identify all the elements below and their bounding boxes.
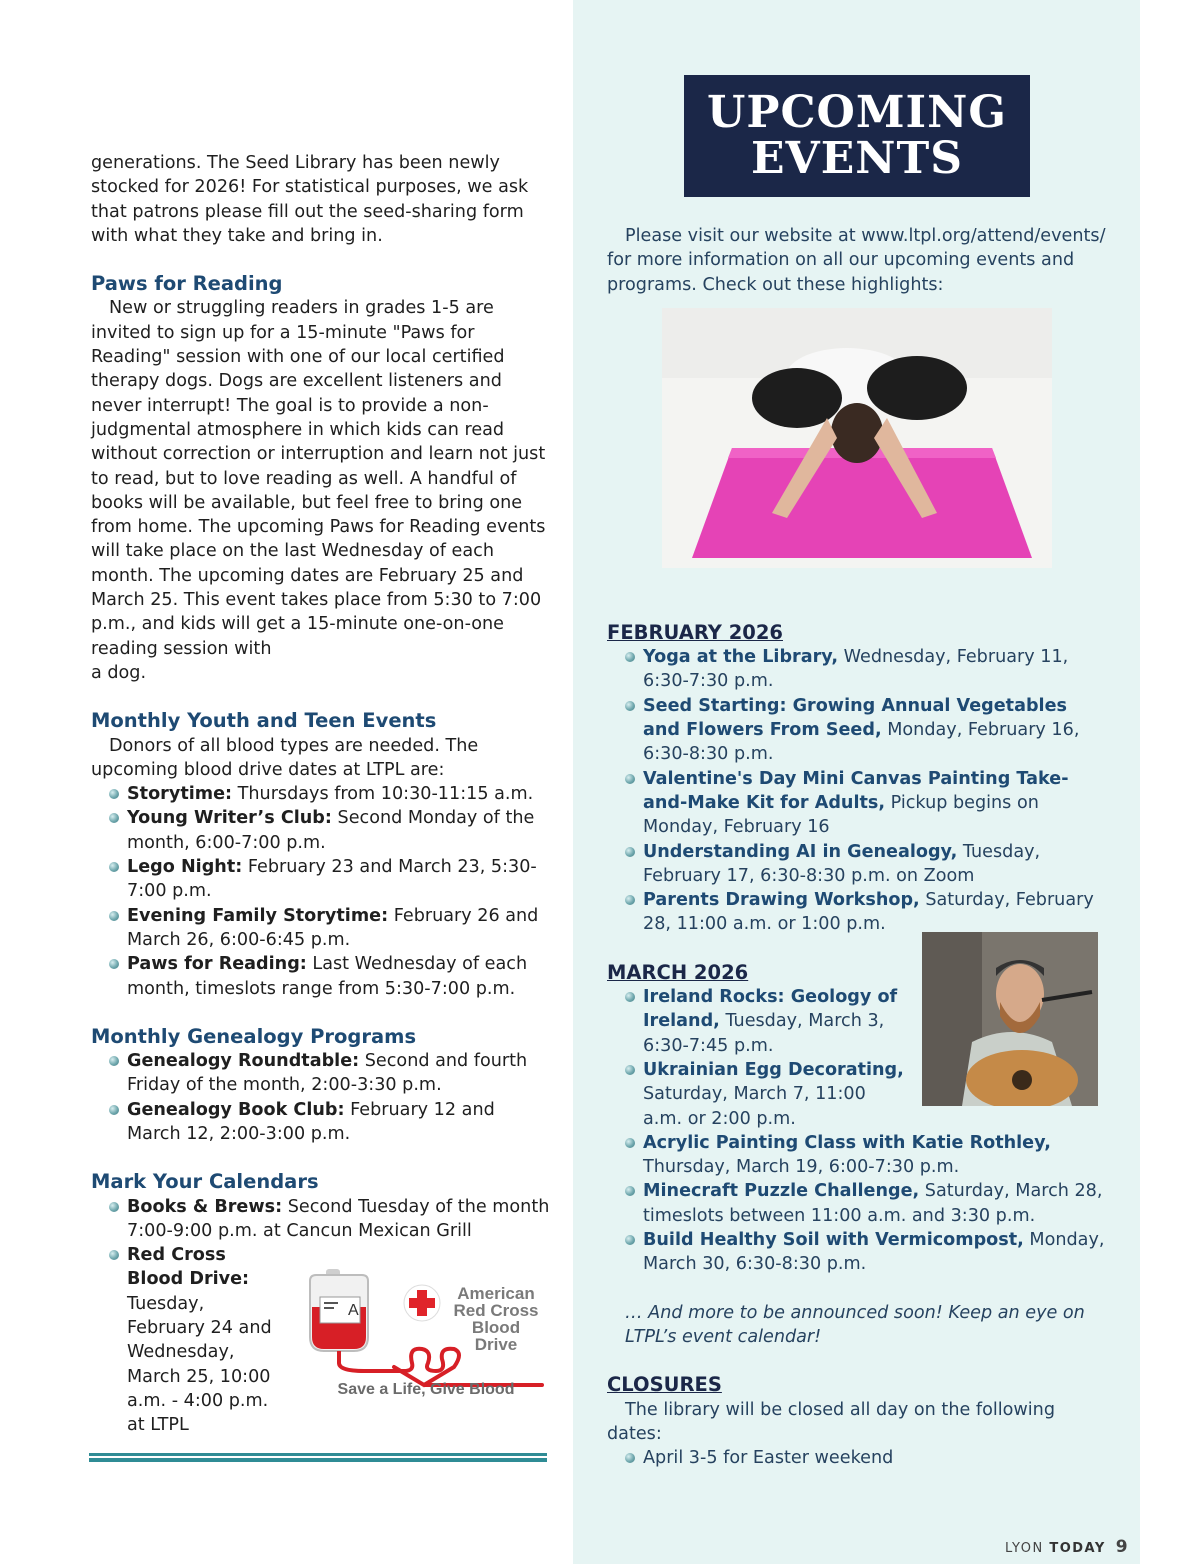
more-events-note: … And more to be announced soon! Keep an eye on LTPL’s event calendar!: [625, 1302, 1085, 1347]
event-item: Yoga at the Library, Wednesday, February 11, 6:30-7:30 p.m.: [643, 645, 1107, 694]
bullet-icon: [109, 911, 119, 921]
event-item: Parents Drawing Workshop, Saturday, February 28, 11:00 a.m. or 1:00 p.m.: [643, 888, 1107, 937]
photo-spacer: [607, 297, 1107, 621]
event-item: Understanding AI in Genealogy, Tuesday, February 17, 6:30-8:30 p.m. on Zoom: [643, 840, 1107, 889]
list-item: Storytime: Thursdays from 10:30-11:15 a.m.: [127, 782, 551, 806]
bullet-icon: [625, 1186, 635, 1196]
bullet-icon: [109, 1056, 119, 1066]
bullet-icon: [109, 789, 119, 799]
right-column: [607, 224, 1107, 1470]
event-item: Ireland Rocks: Geology of Ireland, Tuesday, March 3, 6:30-7:45 p.m.: [643, 985, 898, 1058]
svg-text:Blood: Blood: [471, 1318, 521, 1337]
list-item: April 3-5 for Easter weekend: [643, 1446, 1107, 1470]
event-item: Minecraft Puzzle Challenge, Saturday, March 28, timeslots between 11:00 a.m. and 3:30 p.m.: [643, 1179, 1107, 1228]
bullet-icon: [109, 862, 119, 872]
event-item: Ukrainian Egg Decorating, Saturday, March 7, 11:00 a.m. or 2:00 p.m.: [643, 1058, 908, 1131]
bullet-icon: [109, 813, 119, 823]
calendars-heading: Mark Your Calendars: [91, 1170, 319, 1194]
event-item: Seed Starting: Growing Annual Vegetables and Flowers From Seed, Monday, February 16, 6:30-8:30 p.m.: [643, 694, 1107, 767]
genealogy-list: [91, 1049, 551, 1146]
february-list: [607, 645, 1107, 937]
bullet-icon: [625, 992, 635, 1002]
bullet-icon: [625, 895, 635, 905]
banner-title: UPCOMING EVENTS: [707, 87, 1007, 184]
youth-heading: Monthly Youth and Teen Events: [91, 709, 437, 733]
bullet-icon: [109, 1250, 119, 1260]
magazine-name: LYON: [1005, 1541, 1050, 1556]
event-item: Build Healthy Soil with Vermicompost, Monday, March 30, 6:30-8:30 p.m.: [643, 1228, 1107, 1277]
events-intro: Please visit our website at www.ltpl.org/attend/events/ for more information on all our upcoming events and programs. Check out these highlights:: [607, 226, 1106, 295]
list-item: Genealogy Book Club: February 12 and March 12, 2:00-3:00 p.m.: [127, 1098, 551, 1147]
bullet-icon: [625, 774, 635, 784]
genealogy-heading: Monthly Genealogy Programs: [91, 1024, 417, 1048]
upcoming-events-banner: [684, 75, 1030, 197]
page-footer: [1005, 1537, 1128, 1557]
event-item: Valentine's Day Mini Canvas Painting Take-and-Make Kit for Adults, Pickup begins on Monday, February 16: [643, 767, 1107, 840]
red-cross-blood-drive-logo: [304, 1267, 548, 1403]
bullet-icon: [109, 959, 119, 969]
paws-heading: Paws for Reading: [91, 272, 283, 296]
svg-text:American: American: [457, 1284, 535, 1303]
closures-list: [607, 1446, 1107, 1470]
bullet-icon: [625, 701, 635, 711]
march-list: [607, 985, 1107, 1277]
closures-heading: CLOSURES: [607, 1373, 722, 1397]
bullet-icon: [109, 1202, 119, 1212]
event-item: Acrylic Painting Class with Katie Rothley, Thursday, March 19, 6:00-7:30 p.m.: [643, 1131, 1107, 1180]
list-item: Lego Night: February 23 and March 23, 5:30-7:00 p.m.: [127, 855, 551, 904]
closures-intro: The library will be closed all day on the following dates:: [607, 1399, 1055, 1444]
bullet-icon: [625, 1065, 635, 1075]
bullet-icon: [625, 1235, 635, 1245]
left-column: [91, 151, 551, 1438]
list-item: Paws for Reading: Last Wednesday of each month, timeslots range from 5:30-7:00 p.m.: [127, 952, 551, 1001]
svg-text:Save a Life, Give Blood: Save a Life, Give Blood: [337, 1381, 515, 1398]
svg-text:Drive: Drive: [474, 1335, 518, 1354]
paws-body: New or struggling readers in grades 1-5 are invited to sign up for a 15-minute "Paws for Reading" session with one of our local certified therapy dogs. Dogs are excellent listeners and never interrupt! The goal is to provide a non-judgmental atmosphere in which kids can read without correction or interruption and learn not just to read, but to love reading as well. A handful of books will be available, but feel free to bring one from home. The upcoming Paws for Reading events will take place on the last Wednesday of each month. The upcoming dates are February 25 and March 25. This event takes place from 5:30 to 7:00 p.m., and kids will get a 15-minute one-on-one reading session with: [91, 298, 546, 659]
decorative-divider: [89, 1453, 547, 1462]
march-heading: MARCH 2026: [607, 960, 749, 984]
youth-list: [91, 782, 551, 1001]
paws-body-end: a dog.: [91, 662, 147, 683]
bullet-icon: [109, 1105, 119, 1115]
list-item: Evening Family Storytime: February 26 and March 26, 6:00-6:45 p.m.: [127, 904, 551, 953]
page-number: 9: [1115, 1537, 1128, 1557]
bullet-icon: [625, 652, 635, 662]
bullet-icon: [625, 847, 635, 857]
youth-intro: Donors of all blood types are needed. The upcoming blood drive dates at LTPL are:: [91, 735, 479, 780]
bullet-icon: [625, 1453, 635, 1463]
list-item: Young Writer’s Club: Second Monday of the month, 6:00-7:00 p.m.: [127, 806, 551, 855]
list-item: Genealogy Roundtable: Second and fourth Friday of the month, 2:00-3:30 p.m.: [127, 1049, 551, 1098]
svg-text:Red Cross: Red Cross: [453, 1301, 539, 1320]
magazine-name-bold: TODAY: [1049, 1541, 1106, 1556]
bullet-icon: [625, 1138, 635, 1148]
february-heading: FEBRUARY 2026: [607, 620, 783, 644]
list-item: Red Cross Blood Drive: Tuesday, February 24 and Wednesday, March 25, 10:00 a.m. - 4:00 p.m. at LTPL: [127, 1243, 551, 1437]
seed-library-paragraph: generations. The Seed Library has been newly stocked for 2026! For statistical purposes, we ask that patrons please fill out the seed-sharing form with what they take and bring in.: [91, 153, 529, 246]
blood-type-label: A: [348, 1302, 359, 1319]
list-item: Books & Brews: Second Tuesday of the month 7:00-9:00 p.m. at Cancun Mexican Grill: [127, 1195, 551, 1244]
